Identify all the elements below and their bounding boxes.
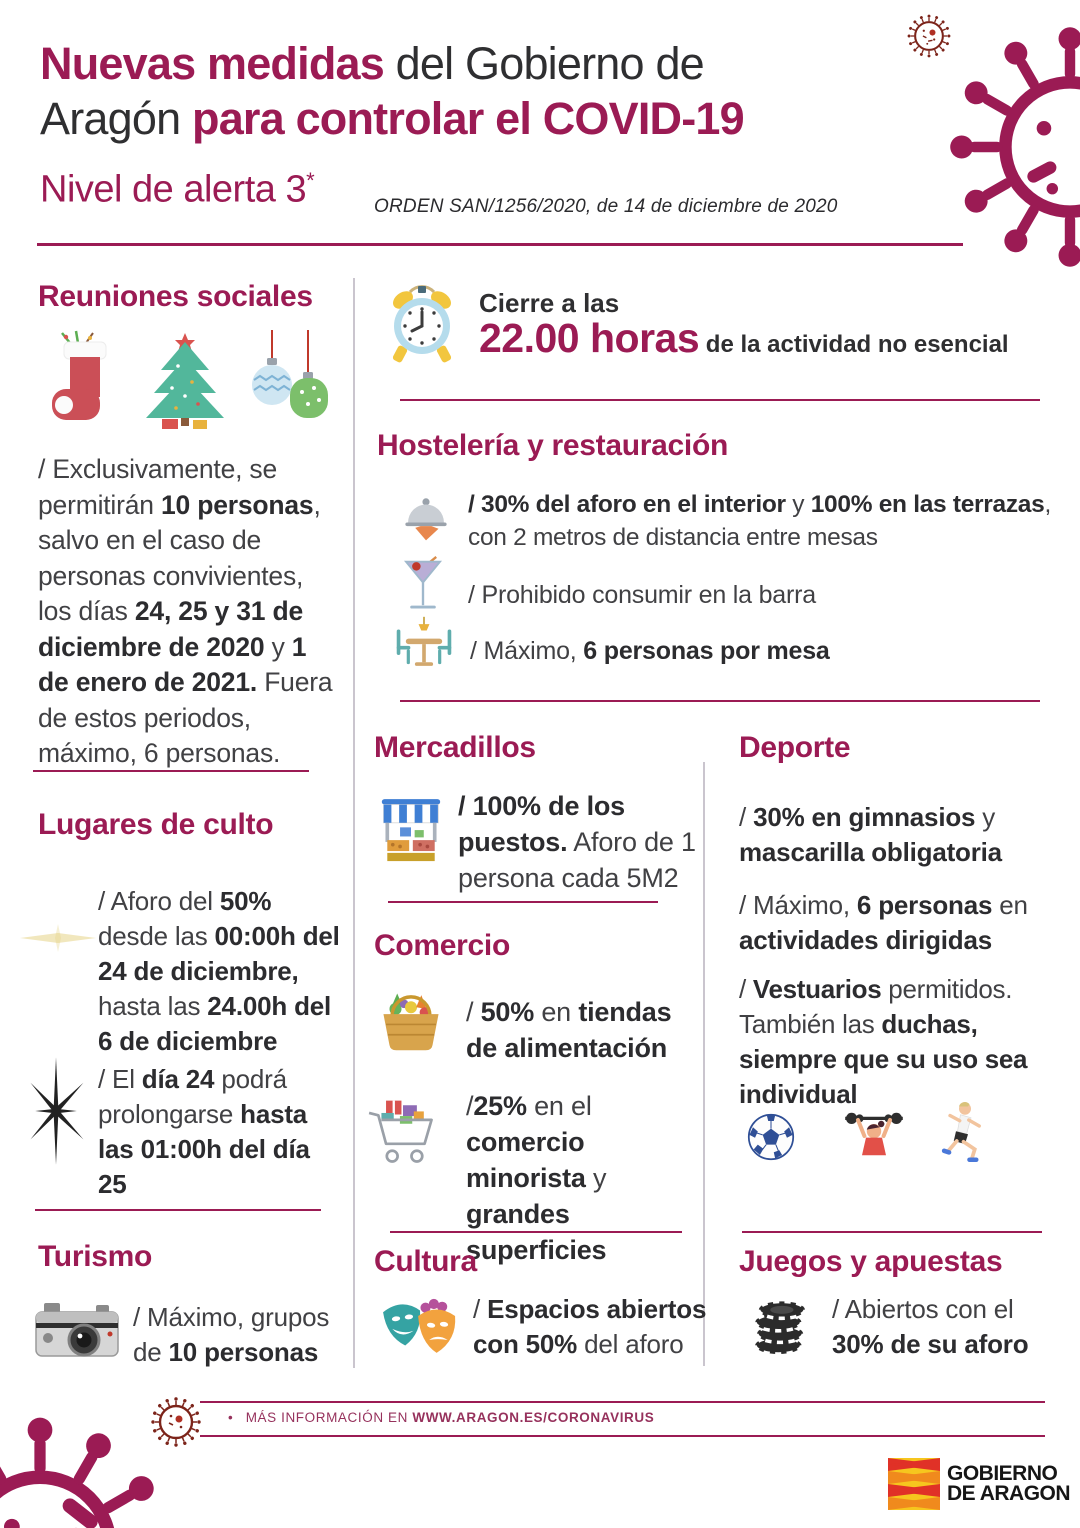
logo-line1: GOBIERNO <box>947 1462 1058 1485</box>
serving-cloche-icon <box>400 492 452 544</box>
running-icon <box>938 1098 986 1166</box>
divider <box>388 901 658 903</box>
section-title-comercio: Comercio <box>374 929 510 962</box>
bullet-text: / Máximo, 6 personas en actividades dirigidas <box>739 890 1028 955</box>
closing-tail: de la actividad no esencial <box>699 331 1009 358</box>
christmas-baubles-icon <box>244 330 336 430</box>
christmas-tree-icon <box>140 330 230 430</box>
section-title-hosteleria: Hostelería y restauración <box>377 429 728 462</box>
footer-info-url: WWW.ARAGON.ES/CORONAVIRUS <box>412 1410 655 1425</box>
page-title-line2: Aragón para controlar el COVID-19 <box>40 93 744 144</box>
footer-bullet: • <box>228 1410 234 1425</box>
closing-statement <box>479 315 1009 362</box>
section-title-mercadillos: Mercadillos <box>374 731 536 764</box>
christmas-stocking-icon <box>40 330 126 430</box>
alarm-clock-icon <box>382 278 462 366</box>
bullet-text: / Espacios abiertos con 50% del aforo <box>473 1294 707 1359</box>
divider <box>390 1231 682 1233</box>
section-title-reuniones: Reuniones sociales <box>38 280 313 313</box>
footer-info <box>228 1410 654 1425</box>
order-reference: ORDEN SAN/1256/2020, de 14 de diciembre de 2020 <box>374 196 838 217</box>
bullet-text: / Prohibido consumir en la barra <box>468 581 816 609</box>
aragon-flag-icon <box>888 1458 940 1510</box>
table-chairs-icon <box>394 616 454 674</box>
poker-chips-icon <box>748 1292 814 1358</box>
divider <box>200 1401 1045 1403</box>
section-title-juegos: Juegos y apuestas <box>739 1245 1003 1278</box>
weightlifting-icon <box>842 1104 906 1168</box>
logo-text <box>947 1464 1070 1504</box>
grocery-basket-icon <box>378 990 444 1052</box>
soccer-ball-icon <box>746 1112 796 1162</box>
alert-asterisk: * <box>306 168 315 193</box>
divider <box>400 399 1040 401</box>
bullet-text: / Máximo, 6 personas por mesa <box>470 637 830 665</box>
page-title <box>40 36 880 146</box>
bethlehem-star-icon <box>22 1056 90 1168</box>
light-glow-icon <box>20 914 96 962</box>
divider <box>200 1435 1045 1437</box>
divider <box>37 243 963 246</box>
section-title-lugares-culto: Lugares de culto <box>38 808 274 841</box>
section-title-deporte: Deporte <box>739 731 851 764</box>
section-title-turismo: Turismo <box>38 1240 153 1273</box>
christmas-icons-row <box>40 330 336 430</box>
divider <box>35 1209 321 1211</box>
bullet-text: / Abiertos con el 30% de su aforo <box>832 1294 1029 1359</box>
bullet-text: / El día 24 podrá prolongarse hasta las 01:00h del día 25 <box>98 1064 310 1199</box>
divider <box>353 278 355 1368</box>
page-title-line1: Nuevas medidas del Gobierno de <box>40 38 704 89</box>
coronavirus-icon <box>945 22 1080 272</box>
bullet-text: /25% en el comercio minorista y grandes superficies <box>466 1091 607 1265</box>
divider <box>33 770 309 772</box>
theater-masks-icon <box>379 1292 461 1364</box>
coronavirus-icon <box>0 1412 175 1528</box>
market-stall-icon <box>380 796 442 866</box>
bullet-text: / 30% del aforo en el interior y 100% en las terrazas, con 2 metros de distancia entre mesas <box>468 491 1051 551</box>
divider <box>400 700 1040 702</box>
bullet-text: / 50% en tiendas de alimentación <box>466 997 672 1063</box>
bullet-text: / 30% en gimnasios y mascarilla obligatoria <box>739 802 1002 867</box>
bullet-text: / Aforo del 50% desde las 00:00h del 24 de diciembre, hasta las 24.00h del 6 de diciembre <box>98 886 340 1056</box>
reuniones-body: / Exclusivamente, se permitirán 10 personas, salvo en el caso de personas convivientes, los días 24, 25 y 31 de diciembre de 2020 y 1 de enero de 2021. Fuera de estos periodos, máximo, 6 personas. <box>38 454 333 768</box>
shopping-cart-gifts-icon <box>366 1096 440 1170</box>
alert-level: Nivel de alerta 3* <box>40 168 315 211</box>
bullet-text: / 100% de los puestos. Aforo de 1 persona cada 5M2 <box>458 791 696 893</box>
logo-line2: DE ARAGON <box>947 1482 1071 1505</box>
section-title-cultura: Cultura <box>374 1245 477 1278</box>
footer-info-prefix: MÁS INFORMACIÓN EN <box>245 1410 413 1425</box>
closing-time: 22.00 horas <box>479 315 700 361</box>
gobierno-aragon-logo <box>888 1458 1070 1510</box>
camera-icon <box>33 1298 121 1360</box>
divider <box>742 1231 1042 1233</box>
bullet-text: / Vestuarios permitidos. También las duchas, siempre que su uso sea individual <box>739 974 1028 1109</box>
closing-pretext: Cierre a las <box>479 288 620 318</box>
bullet-text: / Máximo, grupos de 10 personas <box>133 1302 330 1367</box>
